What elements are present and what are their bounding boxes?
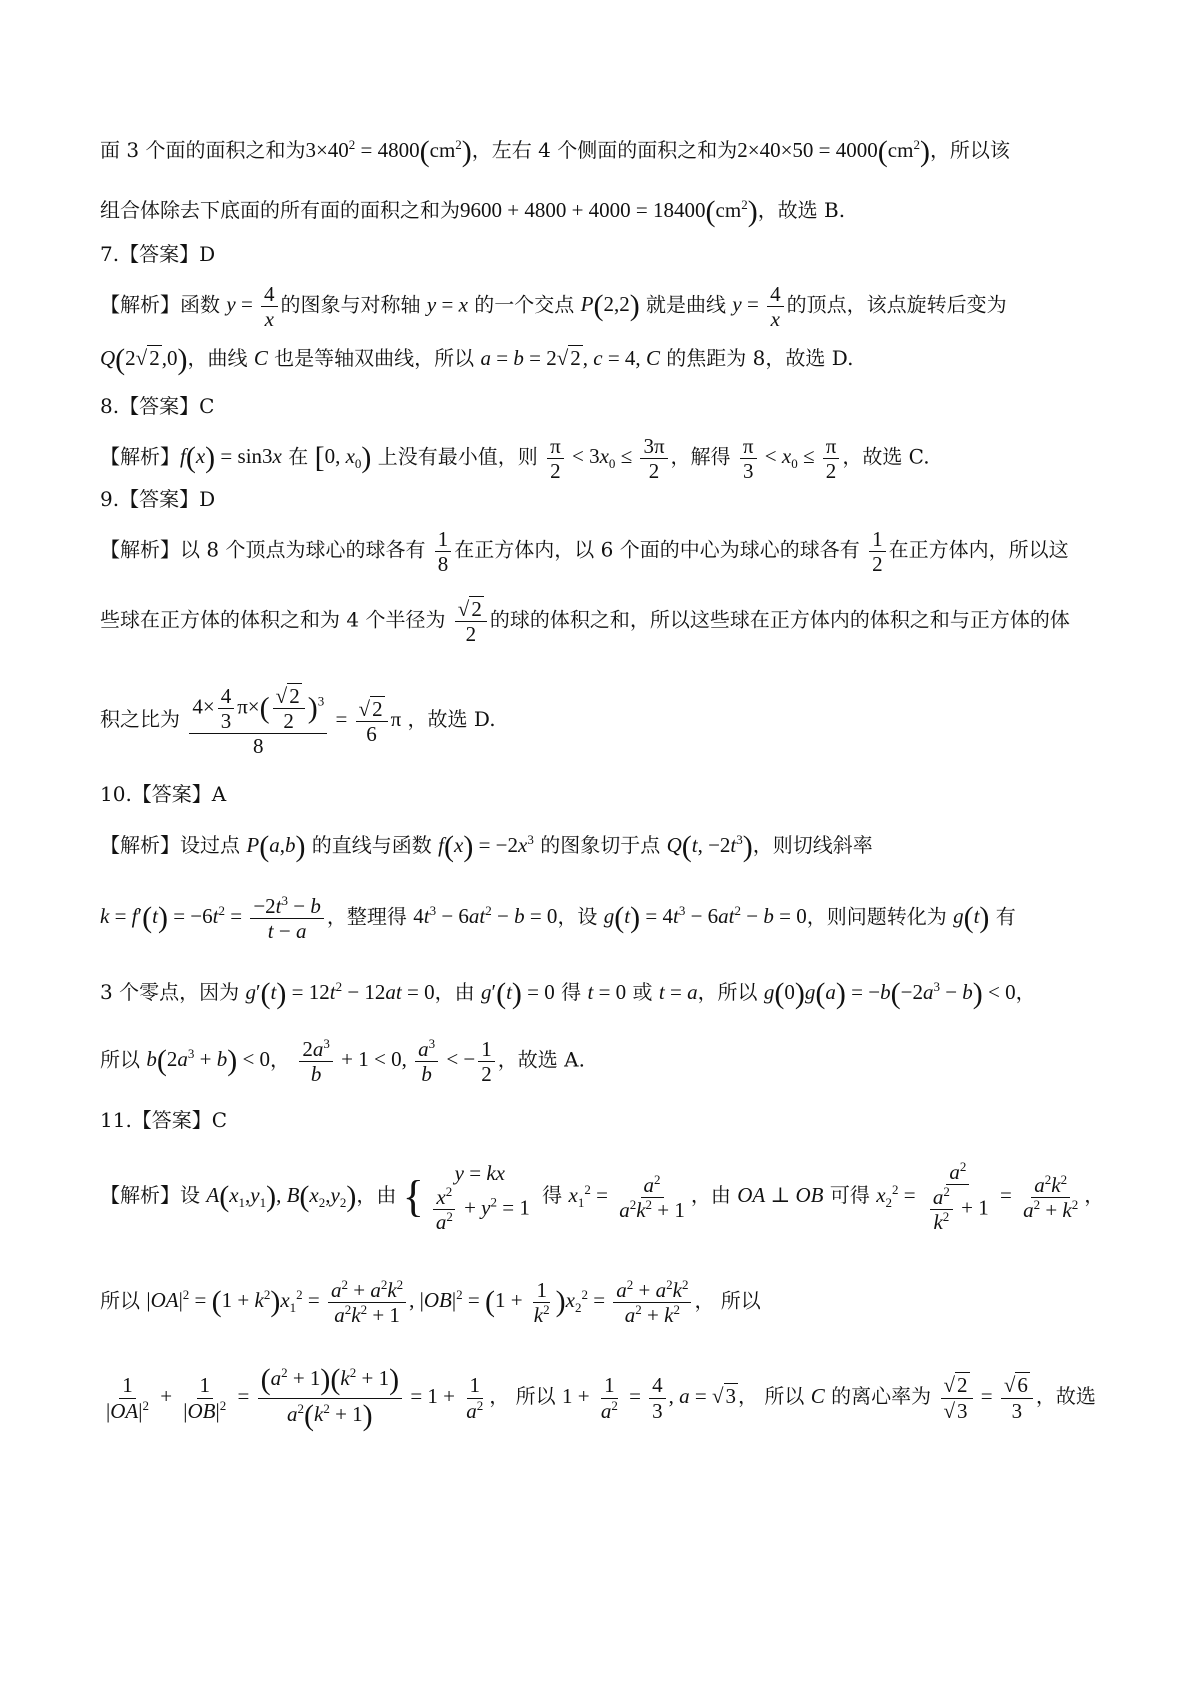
paragraph-line: 【解析】f(x) = sin3x 在 [0, $x_0$) 上没有最小值，则 $\frac{\pi}{2}$ < $3x_0$ ≤ $\frac{3\pi}{2}$ ，解得 $\frac{\pi}{3}$ < $x_0$ ≤ $\frac{\pi}{2}$ ，故选 C. (100, 434, 930, 484)
paragraph-line: 积之比为 4× $\frac{4}{3}$ π×( $\frac{√2}{2}$ )$^3$ 8 = $\frac{√2}{6}$ π ，故选 D. (100, 684, 496, 759)
paragraph-line: 面 3 个面的面积之和为$3\times 40^2 = 4800(cm^2)$，左右 4 个侧面的面积之和为$2\times 40\times 50 = 4000(cm^2)$，所以该 (100, 135, 1010, 169)
paragraph-line: 组合体除去下底面的所有面的面积之和为$9600 + 4800 + 4000 = 18400(cm^2)$，故选 B. (100, 195, 846, 229)
paragraph-line: 【解析】设 $A(x_1,y_1)$, $B(x_2,y_2)$，由 { y = kx $\frac{x^2}{a^2}$ + $y^2 = 1$ 得 $x_1^2$ = $\frac{a^2}{a^2k^2 + 1}$ ，由 OA ⊥ OB 可得 $x_2^2$ = $a^2$ $\frac{a^2}{k^2}$ + 1 = $\frac{a^2k^2}{a^2 + k^2}$ ， (100, 1159, 1105, 1235)
answer-heading: 11.【答案】C (100, 1108, 228, 1132)
paragraph-line: $\frac{1}{|OA|^2}$ + $\frac{1}{|OB|^2}$ = $\frac{(a^2 + 1)(k^2 + 1)}{a^2(k^2 + 1)}$ = 1 + $\frac{1}{a^2}$ ， 所以 1 + $\frac{1}{a^2}$ = $\frac{4}{3}$ , a = √3 ， 所以 C 的离心率为 $\frac{√2}{√3}$ = $\frac{√6}{3}$ ，故选 (106, 1363, 1096, 1432)
paragraph-line: 【解析】以 8 个顶点为球心的球各有 $\frac{1}{8}$ 在正方体内，以 6 个面的中心为球心的球各有 $\frac{1}{2}$ 在正方体内，所以这 (100, 527, 1069, 577)
answer-heading: 7.【答案】D (100, 242, 216, 266)
paragraph-line: 所以 $|OA|^2 = (1 + k^2)x_1^2$ = $\frac{a^2 + a^2k^2}{a^2k^2 + 1}$ , $|OB|^2 = (1$ + $\frac{1}{k^2}$ )$x_2^2$ = $\frac{a^2 + a^2k^2}{a^2 + k^2}$ ， 所以 (100, 1277, 761, 1328)
paragraph-line: 【解析】设过点 P(a,b) 的直线与函数 $f(x) = -2x^3$ 的图象切于点 Q(t, $-2t^3$)，则切线斜率 (100, 830, 873, 864)
answer-heading: 10.【答案】A (100, 782, 227, 806)
answer-heading: 9.【答案】D (100, 487, 216, 511)
paragraph-line: 些球在正方体的体积之和为 4 个半径为 $\frac{√2}{2}$ 的球的体积之和，所以这些球在正方体内的体积之和与正方体的体 (100, 597, 1070, 647)
paragraph-line: 所以 $b(2a^3 + b) < 0$， $\frac{2a^3}{b}$ + 1 < 0, $\frac{a^3}{b}$ < − $\frac{1}{2}$ ，故选 A. (100, 1036, 585, 1087)
paragraph-line: 【解析】函数 y = $\frac{4}{x}$ 的图象与对称轴 y = x 的一个交点 P(2,2) 就是曲线 y = $\frac{4}{x}$ 的顶点，该点旋转后变为 (100, 282, 1007, 332)
paragraph-line: Q(2√2,0)，曲线 C 也是等轴双曲线，所以 a = b = 2√2, c = 4, C 的焦距为 8，故选 D. (100, 343, 854, 377)
paragraph-line: 3 个零点，因为 $g'(t) = 12t^2 - 12at = 0$，由 g′(t) = 0 得 t = 0 或 t = a，所以 $g(0)g(a) = -b(-2a^3 - b) < 0$， (100, 977, 1036, 1011)
paragraph-line: $k = f'(t) = -6t^2$ = $\frac{-2t^3 - b}{t - a}$ ，整理得 $4t^3 - 6at^2 - b = 0$，设 $g(t) = 4t^3 - 6at^2 - b = 0$，则问题转化为 g(t) 有 (100, 893, 1016, 944)
answer-heading: 8.【答案】C (100, 394, 215, 418)
